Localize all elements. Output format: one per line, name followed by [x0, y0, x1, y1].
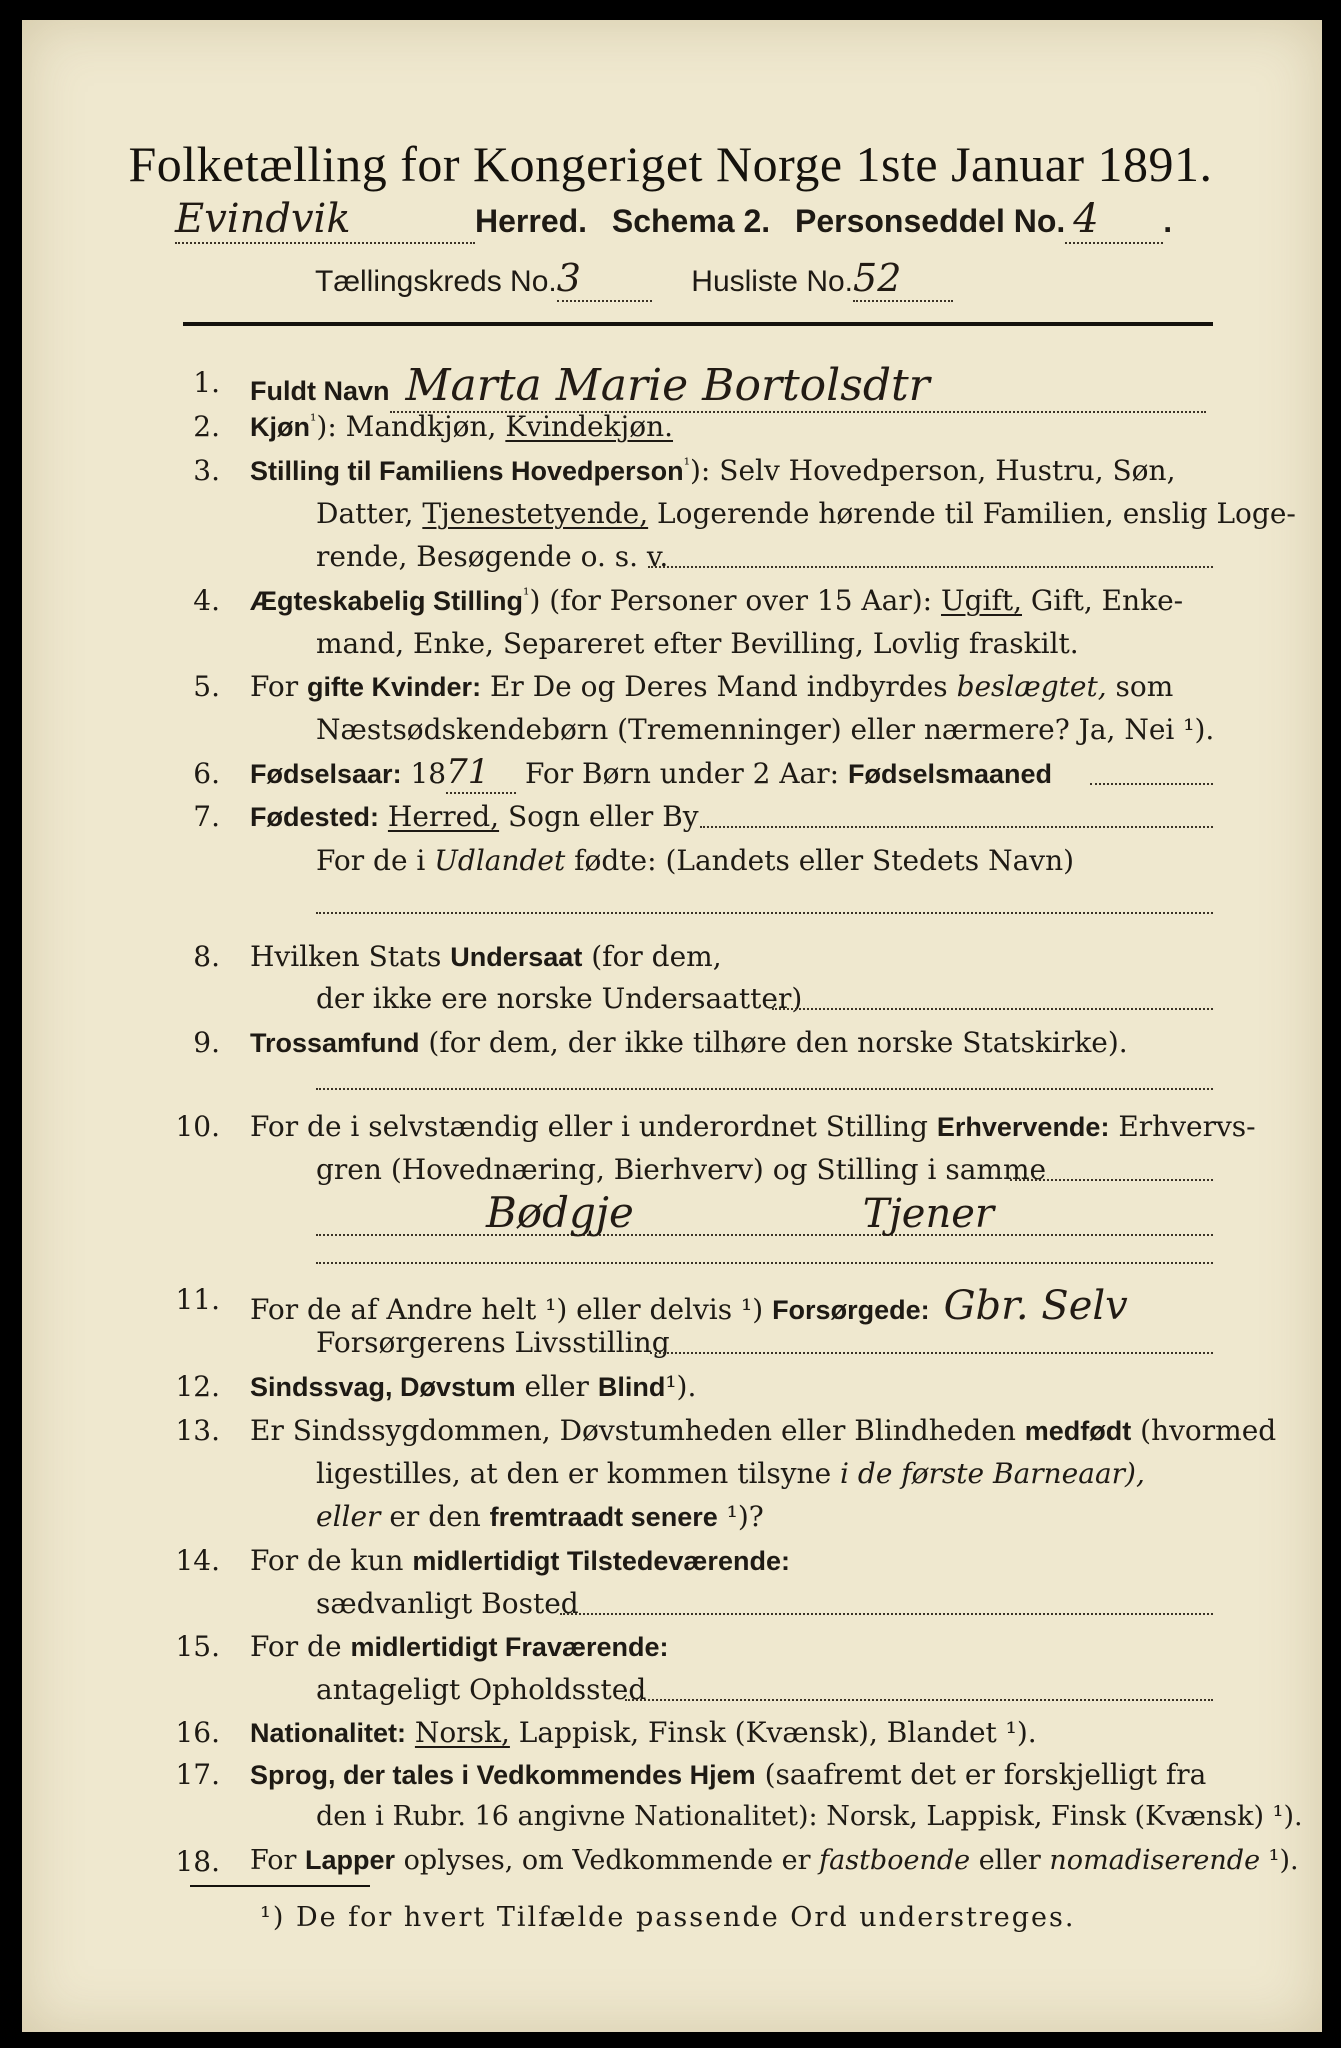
item-4-line-a: [250, 584, 1183, 617]
birthplace-text: For de i: [316, 844, 435, 877]
married-women-text: For: [250, 670, 308, 703]
footnote: ¹) De for hvert Tilfælde passende Ord understreges.: [260, 1902, 1076, 1933]
birth-year-value: 71: [446, 752, 516, 794]
family-position-text: Logerende hørende til Familien, enslig Loge-: [648, 497, 1296, 530]
item-number-8: 8.: [193, 940, 220, 973]
lapps-text: fastboende: [819, 1845, 971, 1876]
occupation-value: Bødgje: [486, 1188, 634, 1237]
temporary-present-label: midlertidigt Tilstedeværende:: [412, 1546, 790, 1576]
birthplace-text: Udlandet: [434, 844, 566, 877]
birthplace-text: Sogn eller By: [499, 800, 699, 833]
item-4-line-b: [316, 627, 1079, 660]
full-name-value: Marta Marie Bortolsdtr: [390, 360, 1206, 413]
item-3-line-b: [316, 497, 1296, 530]
footnote-ref: ¹: [523, 584, 530, 604]
disability-text: eller: [515, 1370, 598, 1403]
item-15-line-b: [316, 1673, 646, 1706]
item-number-5: 5.: [193, 670, 220, 703]
item-14-line-b: [316, 1587, 579, 1620]
item-12: [250, 1370, 696, 1403]
full-name-label: Fuldt Navn: [250, 376, 390, 406]
family-position-text: rende, Besøgende o. s. v.: [316, 540, 669, 573]
dotted-fill: [772, 1008, 1213, 1010]
married-women-text: Er De og Deres Mand indbyrdes: [481, 670, 957, 703]
item-number-17: 17.: [175, 1758, 220, 1791]
item-number-11: 11.: [175, 1283, 220, 1316]
item-15-line-a: [250, 1630, 669, 1663]
congenital-text: Er Sindssygdommen, Døvstumheden eller Blindheden: [250, 1414, 1025, 1447]
dotted-fill: [700, 826, 1213, 828]
item-13-line-b: [316, 1457, 1145, 1490]
husliste-label: Husliste No.: [691, 265, 854, 298]
nationality-selected: Norsk,: [414, 1716, 510, 1749]
nationality-text: [406, 1716, 415, 1749]
item-number-3: 3.: [193, 454, 220, 487]
item-18: [250, 1845, 1299, 1876]
disability-label: Sindssvag, Døvstum: [250, 1372, 516, 1402]
kreds-label: Tællingskreds No.: [315, 265, 557, 298]
item-6: [250, 752, 1052, 794]
congenital-label: medfødt: [1024, 1416, 1132, 1446]
item-5-line-b: [316, 713, 1214, 746]
married-women-text: som: [1106, 670, 1174, 703]
item-3-line-c: [316, 540, 668, 573]
congenital-text: i de første Barneaar),: [840, 1457, 1145, 1490]
item-8-line-a: [250, 940, 722, 973]
language-label: Sprog, der tales i Vedkommendes Hjem: [250, 1760, 756, 1790]
nationality-text: Lappisk, Finsk (Kvænsk), Blandet ¹).: [509, 1716, 1037, 1749]
gender-selected-female: Kvindekjøn.: [505, 410, 674, 443]
congenital-text: ligestilles, at den er kommen tilsyne: [316, 1457, 841, 1490]
item-number-15: 15.: [175, 1630, 220, 1663]
dotted-fill: [625, 1699, 1213, 1701]
blind-label: Blind: [597, 1372, 666, 1402]
later-onset-label: fremtraadt senere: [489, 1502, 718, 1532]
religion-text: (for dem, der ikke tilhøre den norske Statskirke).: [419, 1026, 1128, 1059]
item-10-line-a: [250, 1110, 1256, 1143]
dotted-fill: [316, 1262, 1213, 1264]
birth-year-label: Fødselsaar:: [250, 759, 402, 789]
dotted-fill: [1090, 783, 1213, 785]
gender-text: ): Mandkjøn,: [316, 410, 506, 443]
herred-label: Herred.: [475, 203, 588, 239]
dotted-fill: [650, 1352, 1213, 1354]
item-2: [250, 410, 673, 443]
item-8-line-b: [316, 982, 802, 1015]
lapps-label: Lapper: [305, 1845, 396, 1875]
item-9: [250, 1026, 1128, 1059]
item-number-6: 6.: [193, 757, 220, 790]
temporary-present-text: sædvanligt Bosted: [316, 1587, 579, 1620]
item-11-line-a: [250, 1283, 1128, 1329]
birth-month-label: Fødselsmaaned: [847, 759, 1053, 789]
birthplace-selected: Herred,: [387, 800, 500, 833]
birth-month-text: For Børn under 2 Aar:: [516, 757, 848, 790]
marital-status-text: ) (for Personer over 15 Aar):: [529, 584, 941, 617]
dotted-fill: [1010, 1179, 1213, 1181]
item-number-14: 14.: [175, 1544, 220, 1577]
supported-label: Forsørgede:: [772, 1295, 930, 1325]
temporary-absent-text: For de: [250, 1630, 351, 1663]
item-number-18: 18.: [175, 1845, 220, 1878]
item-number-12: 12.: [175, 1370, 220, 1403]
family-position-text: Datter,: [316, 497, 423, 530]
congenital-text: ¹)?: [717, 1500, 764, 1533]
supported-text: For de af Andre helt ¹) eller delvis ¹): [250, 1293, 773, 1326]
occupation-text: gren (Hovednæring, Bierhverv) og Stilling i samme: [316, 1153, 1047, 1186]
family-position-label: Stilling til Familiens Hovedperson: [250, 456, 684, 486]
item-7-line-a: [250, 800, 699, 833]
item-14-line-a: [250, 1544, 790, 1577]
occupation-text: Erhvervs-: [1109, 1110, 1256, 1143]
item-number-10: 10.: [175, 1110, 220, 1143]
occupation-answer-line: [316, 1188, 1213, 1236]
personseddel-value: 4: [1065, 196, 1163, 244]
disability-text: ¹).: [665, 1370, 697, 1403]
form-title: Folketælling for Kongeriget Norge 1ste Januar 1891.: [128, 136, 1213, 192]
item-number-16: 16.: [175, 1716, 220, 1749]
temporary-absent-label: midlertidigt Fraværende:: [350, 1632, 669, 1662]
family-position-selected: Tjenestetyende,: [422, 497, 649, 530]
item-number-7: 7.: [193, 800, 220, 833]
marital-status-text: mand, Enke, Separeret efter Bevilling, Lovlig fraskilt.: [316, 627, 1079, 660]
occupation-text: For de i selvstændig eller i underordnet Stilling: [250, 1110, 937, 1143]
birth-year-prefix: 18: [401, 757, 447, 790]
item-number-9: 9.: [193, 1026, 220, 1059]
dotted-fill: [560, 1613, 1213, 1615]
item-11-line-b: [316, 1326, 670, 1359]
dotted-fill: [316, 912, 1213, 914]
item-5-line-a: [250, 670, 1173, 703]
item-16: [250, 1716, 1037, 1749]
marital-status-selected: Ugift,: [941, 584, 1022, 617]
herred-line: Evindvik Herred. Schema 2. Personseddel No. 4 .: [175, 196, 1173, 242]
gender-label: Kjøn: [250, 412, 310, 442]
language-text: (saafremt det er forskjelligt fra: [755, 1758, 1207, 1791]
item-number-1: 1.: [193, 366, 220, 399]
herred-handwritten: Evindvik: [175, 196, 475, 244]
birthplace-label: Fødested:: [250, 802, 380, 832]
religion-label: Trossamfund: [250, 1028, 420, 1058]
subject-text: der ikke ere norske Undersaatter): [316, 982, 803, 1015]
dotted-fill: [648, 566, 1213, 568]
kreds-line: [315, 256, 953, 302]
personseddel-label: Personseddel No.: [794, 203, 1066, 239]
footnote-ref: ¹: [310, 410, 317, 430]
congenital-text: er den: [380, 1500, 490, 1533]
subject-text: Hvilken Stats: [250, 940, 451, 973]
item-number-4: 4.: [193, 584, 220, 617]
subject-text: (for dem,: [582, 940, 722, 973]
married-women-text: Næstsødskendebørn (Tremenninger) eller nærmere? Ja, Nei ¹).: [316, 713, 1215, 746]
congenital-text: (hvormed: [1131, 1414, 1277, 1447]
temporary-absent-text: antageligt Opholdssted: [316, 1673, 647, 1706]
birthplace-text: fødte: (Landets eller Stedets Navn): [565, 844, 1075, 877]
schema-label: Schema 2.: [611, 203, 771, 239]
item-13-line-c: [316, 1500, 764, 1533]
lapps-text: eller: [970, 1845, 1050, 1876]
marital-status-text: Gift, Enke-: [1022, 584, 1184, 617]
family-position-text: ): Selv Hovedperson, Hustru, Søn,: [690, 454, 1176, 487]
husliste-value: 52: [853, 256, 953, 302]
item-17-line-b: [316, 1801, 1303, 1832]
married-women-text: beslægtet,: [956, 670, 1107, 703]
occupation-label: Erhvervende:: [936, 1112, 1110, 1142]
temporary-present-text: For de kun: [250, 1544, 413, 1577]
item-10-line-b: [316, 1153, 1046, 1186]
dotted-fill: [316, 1088, 1213, 1090]
language-text: den i Rubr. 16 angivne Nationalitet): Norsk, Lappisk, Finsk (Kvænsk) ¹).: [316, 1801, 1303, 1832]
nationality-label: Nationalitet:: [250, 1718, 407, 1748]
provider-occupation-value: Gbr. Selv: [943, 1283, 1128, 1329]
occupation-position-value: Tjener: [862, 1191, 995, 1237]
birthplace-text: [379, 800, 388, 833]
item-number-2: 2.: [193, 410, 220, 443]
header-rule: [183, 322, 1213, 326]
marital-status-label: Ægteskabelig Stilling: [250, 586, 524, 616]
congenital-text: eller: [316, 1500, 381, 1533]
subject-label: Undersaat: [450, 942, 583, 972]
supported-text: Forsørgerens Livsstilling: [316, 1326, 670, 1359]
married-women-label: gifte Kvinder:: [307, 672, 482, 702]
item-17-line-a: [250, 1758, 1206, 1791]
item-3-line-a: [250, 454, 1175, 487]
lapps-text: ¹).: [1260, 1845, 1299, 1876]
footnote-ref: ¹: [683, 454, 690, 474]
item-number-13: 13.: [175, 1414, 220, 1447]
lapps-text: oplyses, om Vedkommende er: [395, 1845, 820, 1876]
item-1: [250, 360, 1206, 413]
item-7-line-b: [316, 844, 1074, 877]
lapps-text: For: [250, 1845, 306, 1876]
kreds-value: 3: [557, 256, 652, 302]
footnote-rule: [190, 1885, 370, 1887]
lapps-text: nomadiserende: [1049, 1845, 1261, 1876]
item-13-line-a: [250, 1414, 1276, 1447]
